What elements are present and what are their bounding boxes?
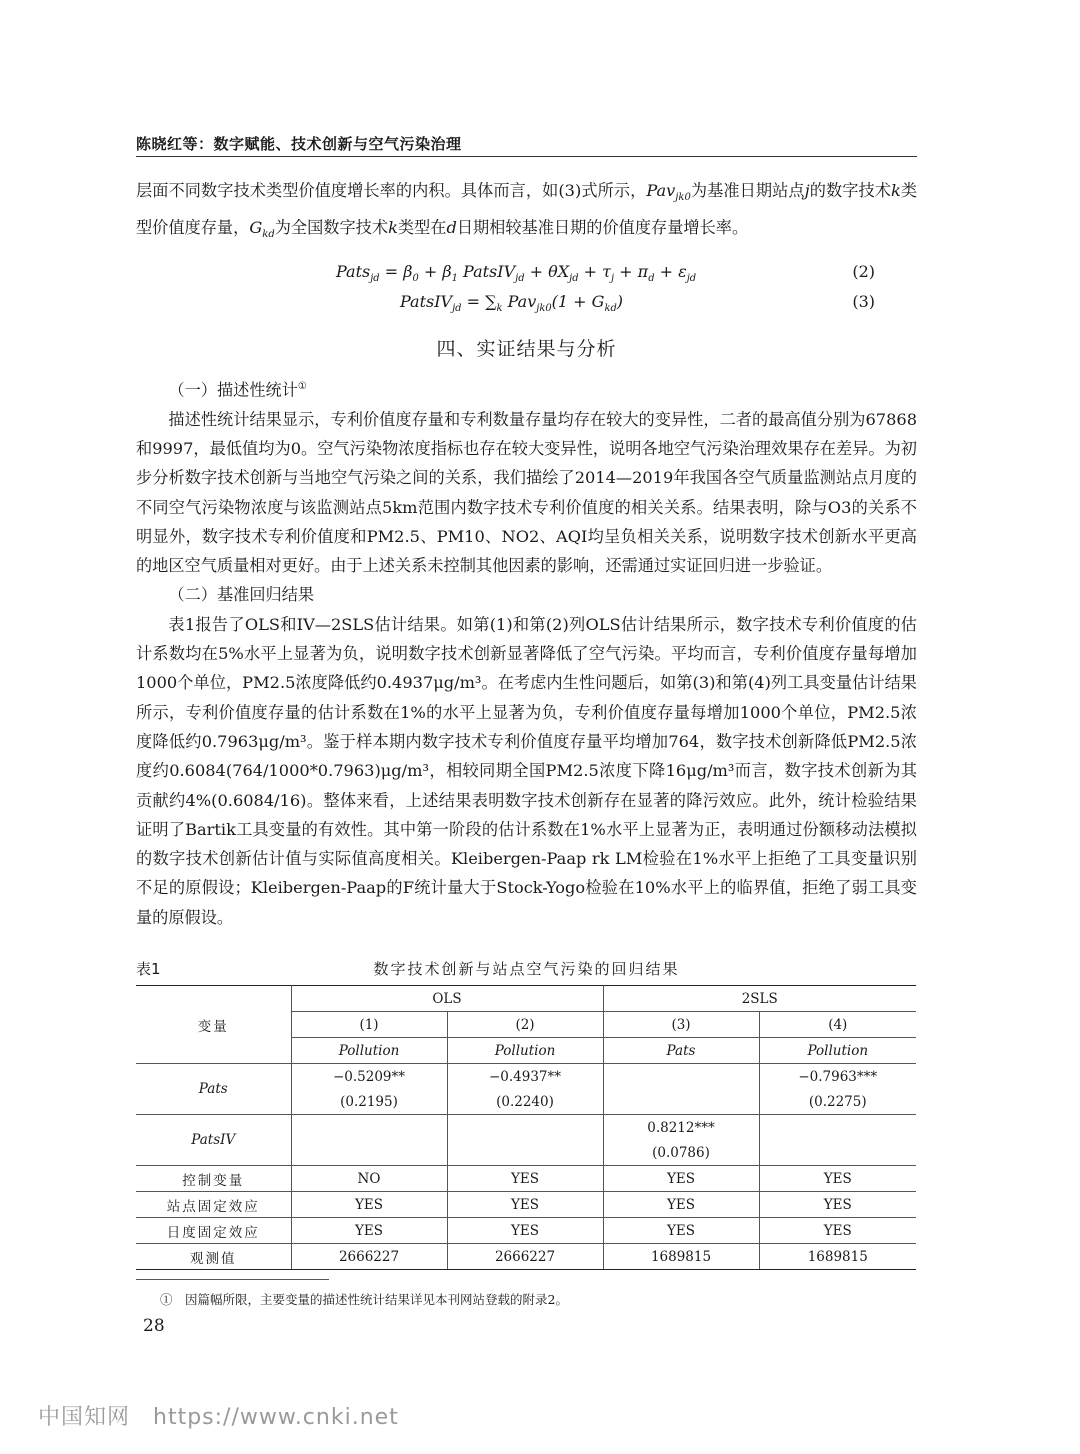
depvar-cell: Pollution [447,1038,603,1064]
group-2sls: 2SLS [603,986,916,1012]
bench-paragraph: 表1报告了OLS和IV—2SLS估计结果。如第(1)和第(2)列OLS估计结果所示，数字技术专利价值度的估计系数均在5%水平上显著为负，说明数字技术创新显著降低了空气污染。平均而言，专利价值度存量每增加1000个单位，PM2.5浓度降低约0.4937μg/m³。在考虑内生性问题后，如第(3)和第(4)列工具变量估计结果所示，专利价值度存量的估计系数在1%的水平上显著为负，专利价值度存量每增加1000个单位，PM2.5浓度降低约0.7963μg/m³。鉴于样本期内数字技术专利价值度存量平均增加764，数字技术创新降低PM2.5浓度约0.6084(764/1000*0.7963)μg/m³，相较同期全国PM2.5浓度下降16μg/m³而言，数字技术创新为其贡献约4%(0.6084/16)。整体来看，上述结果表明数字技术创新存在显著的降污效应。此外，统计检验结果证明了Bartik工具变量的有效性。其中第一阶段的估计系数在1%水平上显著为正，表明通过份额移动法模拟的数字技术创新估计值与实际值高度相关。Kleibergen-Paap rk LM检验在1%水平上拒绝了工具变量识别不足的原假设；Kleibergen-Paap的F统计量大于Stock-Yogo检验在10%水平上的临界值，拒绝了弱工具变量的原假设。 [136,614,917,927]
equation-2-row [136,262,917,292]
table-cell: YES [291,1218,447,1244]
row-label: 站点固定效应 [136,1192,291,1218]
table-cell: YES [291,1192,447,1218]
cnki-watermark: 中国知网 https://www.cnki.net [38,1405,399,1430]
table-group-row [136,986,916,1012]
desc-section [136,372,917,932]
intro-paragraph [136,176,917,249]
se-cell: (0.2240) [447,1089,603,1115]
coef-cell: −0.7963*** [798,1068,878,1085]
patsiv-label: PatsIV [136,1115,291,1166]
table-cell: YES [603,1192,759,1218]
coef-cell: −0.4937** [447,1064,603,1090]
se-cell [447,1140,603,1166]
equation-3-number: (3) [852,292,875,311]
desc-paragraph: 描述性统计结果显示，专利价值度存量和专利数量存量均存在较大的变异性，二者的最高值分别为67868和9997，最低值均为0。空气污染物浓度指标也存在较大变异性，说明各地空气污染治理效果存在差异。为初步分析数字技术创新与当地空气污染之间的关系，我们描绘了2014—2019年我国各空气质量监测站点月度的不同空气污染物浓度与该监测站点5km范围内数字技术专利价值度的相关关系。结果表明，除与O3的关系不明显外，数字技术专利价值度和PM2.5、PM10、NO2、AQI均呈负相关关系，说明数字技术创新水平更高的地区空气质量相对更好。由于上述关系未控制其他因素的影响，还需通过实证回归进一步验证。 [136,409,917,576]
header-rule [136,156,917,157]
table-cell: YES [603,1166,759,1192]
col-number: (2) [447,1012,603,1038]
depvar-cell: Pollution [759,1038,916,1064]
se-cell [291,1140,447,1166]
table-cell: YES [759,1166,916,1192]
col-number: (1) [291,1012,447,1038]
row-label: 观测值 [136,1244,291,1270]
coef-cell: 0.8212*** [603,1115,759,1141]
depvar-cell: Pollution [291,1038,447,1064]
table-row [136,1218,916,1244]
equation-3-row [136,292,917,322]
coef-cell [759,1115,916,1141]
intro-text: 层面不同数字技术类型价值度增长率的内积。具体而言，如(3)式所示，Pav$_{jk0}$为基准日期站点j的数字技术k类型价值度存量，$G_{kd}$为全国数字技术k类型在d日期相较基准日期的价值度存量增长率。 [136,181,918,240]
se-cell: (0.2195) [291,1089,447,1115]
table-row [136,1244,916,1270]
pats-coef-row [136,1064,916,1090]
running-header: 陈晓红等：数字赋能、技术创新与空气污染治理 [136,135,462,153]
var-header: 变量 [136,986,291,1064]
patsiv-coef-row [136,1115,916,1141]
se-cell: (0.0786) [603,1140,759,1166]
bench-heading: （二）基准回归结果 [168,585,315,605]
table-number: 表1 [136,960,161,978]
table-cell: 2666227 [447,1244,603,1270]
coef-cell [447,1115,603,1141]
desc-heading: （一）描述性统计① [168,380,307,400]
coef-cell [291,1115,447,1141]
footnote-mark[interactable]: ① [297,381,307,392]
depvar-cell: Pats [603,1038,759,1064]
table-cell: 2666227 [291,1244,447,1270]
col-number: (3) [603,1012,759,1038]
table-cell: YES [603,1218,759,1244]
coef-cell: −0.5209** [291,1064,447,1090]
table-row [136,1166,916,1192]
equation-3: PatsIV$_{jd}$ = $\sum_k$ $Pav_{jk0}(1 + G_{kd})$ [400,292,624,315]
coef-cell [603,1064,759,1090]
regression-table [136,985,916,1270]
se-cell: (0.2275) [759,1089,916,1115]
table-cell: YES [759,1192,916,1218]
table-cell: YES [447,1218,603,1244]
page-number: 28 [143,1316,165,1336]
equation-2-number: (2) [852,262,875,281]
col-number: (4) [759,1012,916,1038]
table-cell: 1689815 [759,1244,916,1270]
table-row [136,1192,916,1218]
row-label: 日度固定效应 [136,1218,291,1244]
group-ols: OLS [291,986,603,1012]
table-cell: YES [447,1192,603,1218]
footnote: ① 因篇幅所限，主要变量的描述性统计结果详见本刊网站登载的附录2。 [160,1292,568,1307]
table-cell: YES [447,1166,603,1192]
table-cell: YES [759,1218,916,1244]
footnote-rule [136,1279,329,1280]
table-cell: NO [291,1166,447,1192]
se-cell [603,1089,759,1115]
table-cell: 1689815 [603,1244,759,1270]
pats-label: Pats [136,1064,291,1115]
equations-block [136,262,917,322]
section-title: 四、实证结果与分析 [436,338,617,360]
se-cell [759,1140,916,1166]
equation-2: Pats$_{jd}$ = $\beta_0 + \beta_1$ PatsIV$_{jd}$ + $\theta X_{jd} + \tau_j + \pi_d + \varepsilon_{jd}$ [336,262,697,285]
table-title: 数字技术创新与站点空气污染的回归结果 [373,960,680,978]
row-label: 控制变量 [136,1166,291,1192]
